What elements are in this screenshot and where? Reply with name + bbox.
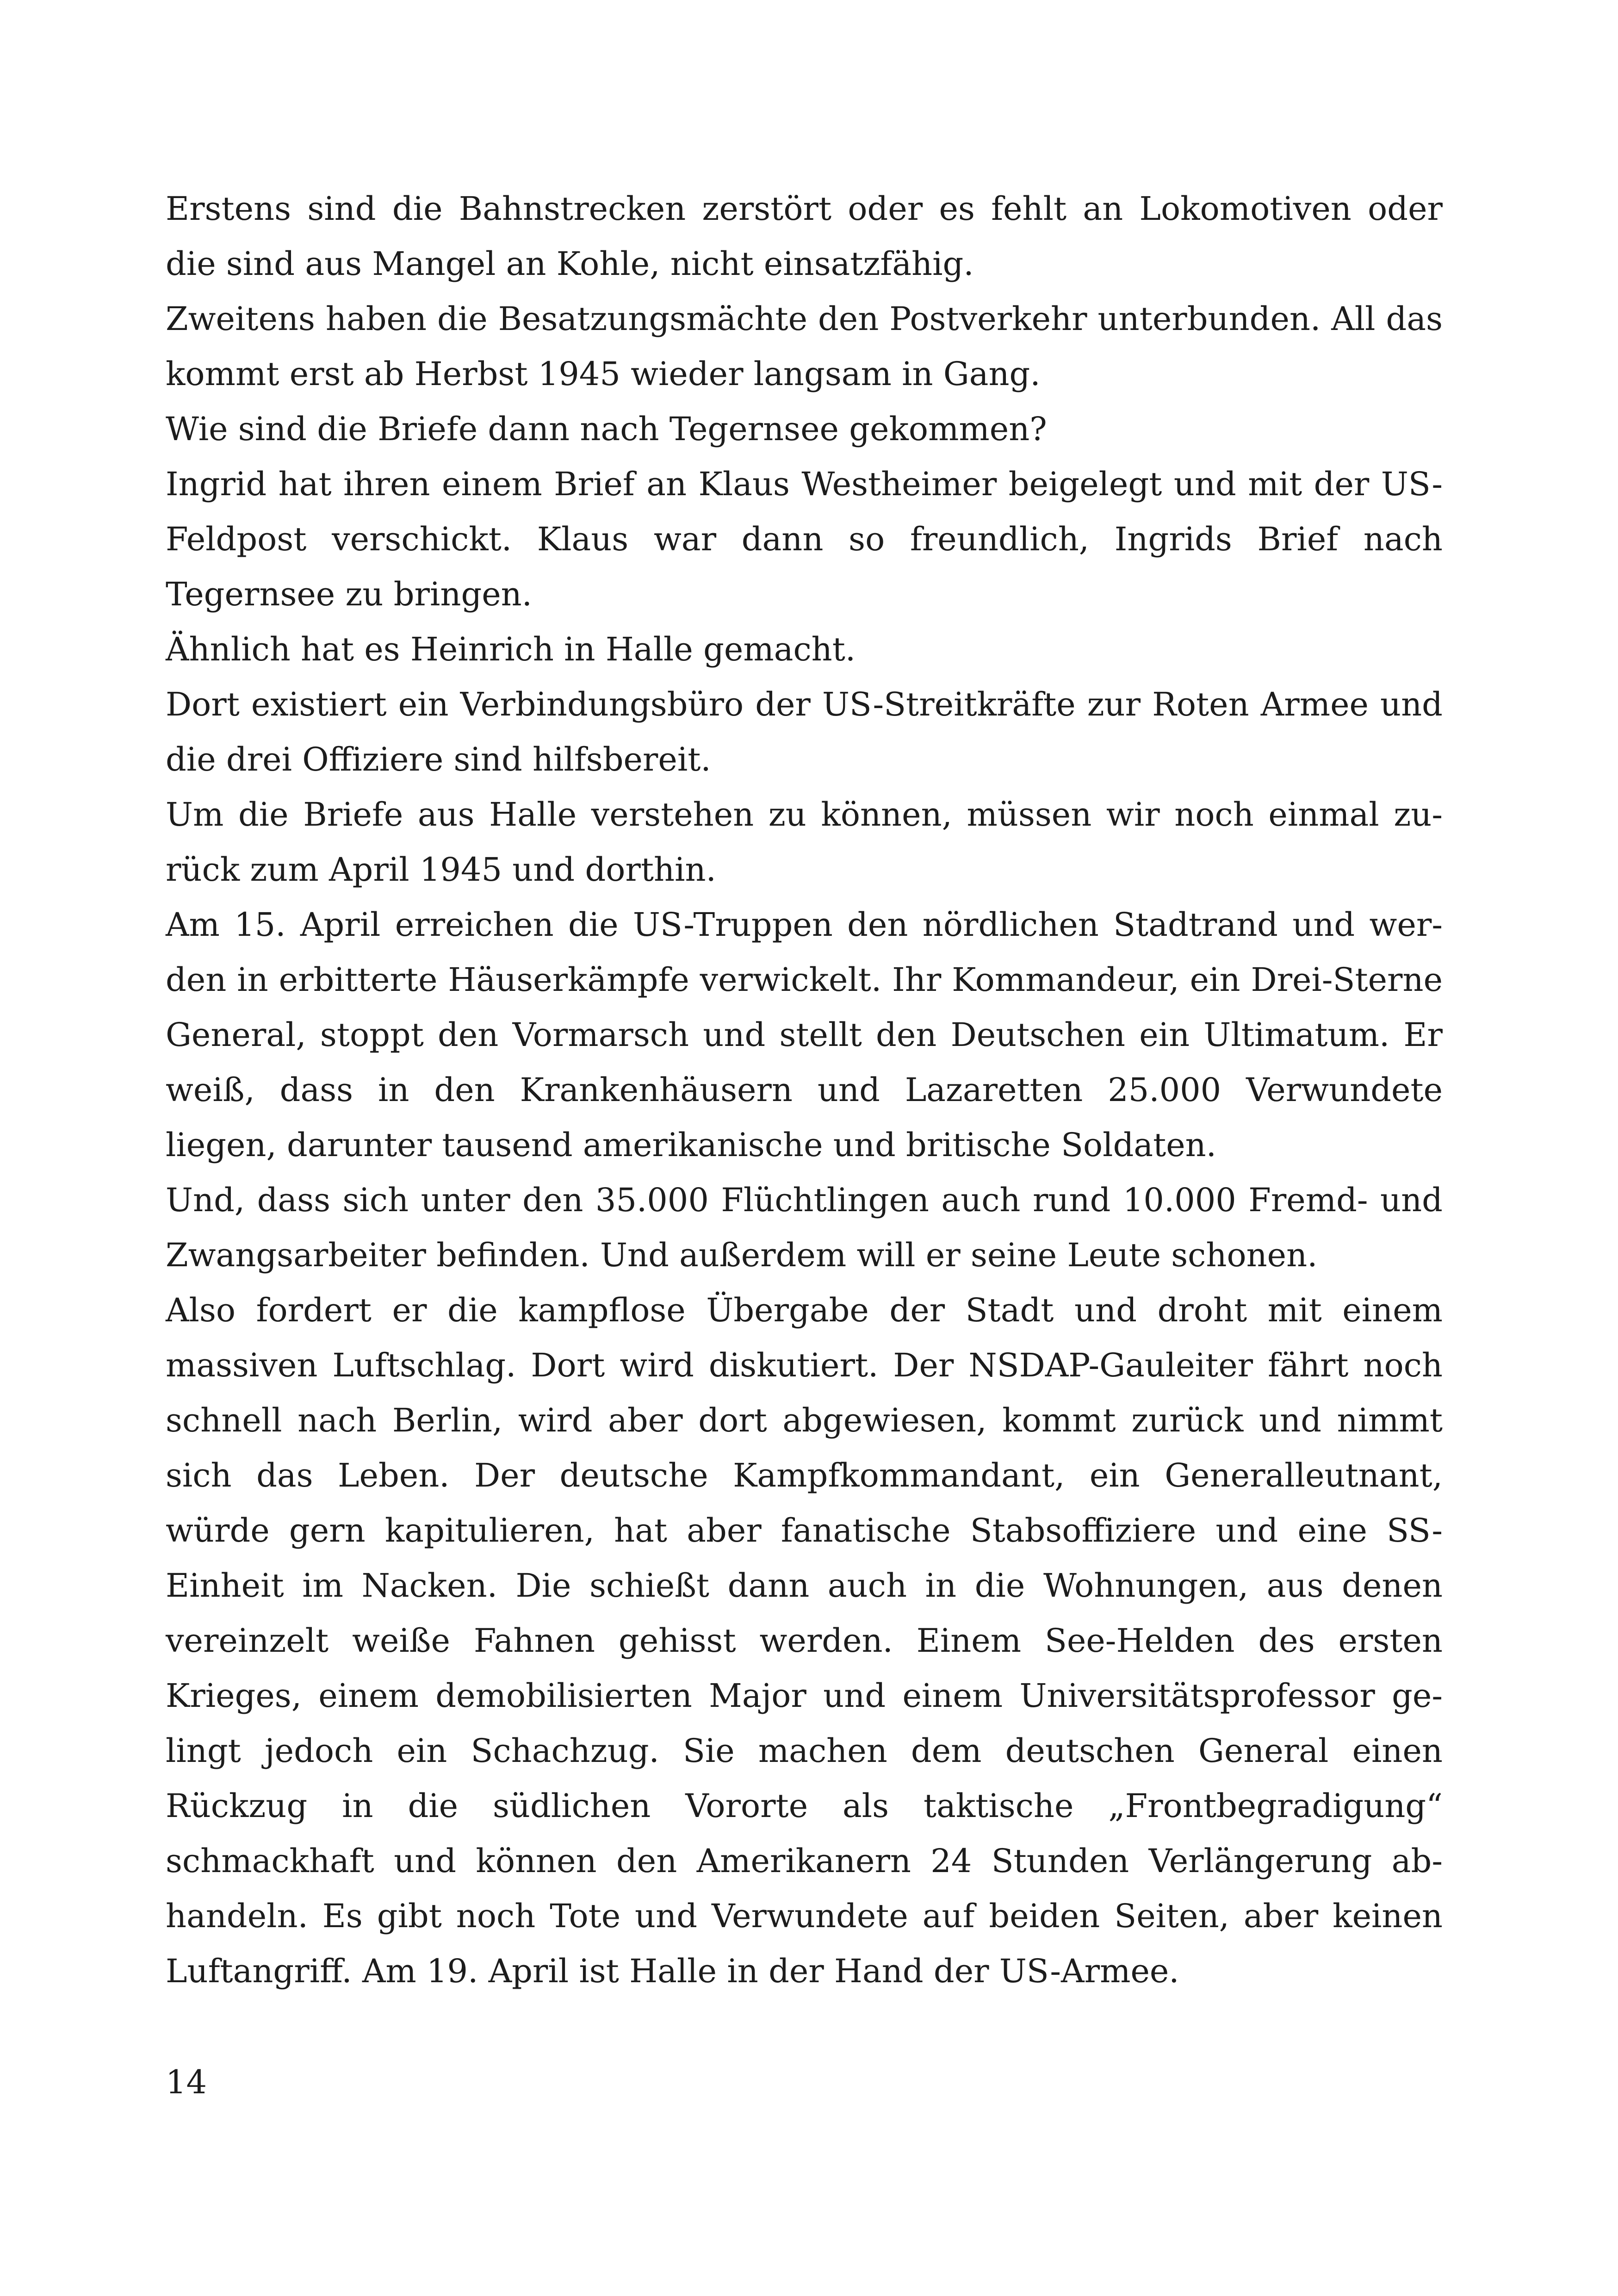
paragraph-6: Dort existiert ein Verbindungsbüro der US-Streitkräfte zur Roten Armee und die drei Offiziere sind hilfsbereit. — [166, 685, 1443, 778]
paragraph-9: Und, dass sich unter den 35.000 Flüchtlingen auch rund 10.000 Fremd- und Zwangsarbeiter befinden. Und außerdem will er seine Leute schonen. — [166, 1181, 1443, 1274]
paragraph-1: Erstens sind die Bahnstrecken zerstört oder es fehlt an Lokomotiven oder die sind aus Mangel an Kohle, nicht einsatzfähig. — [166, 190, 1443, 283]
page-number: 14 — [166, 2063, 207, 2101]
paragraph-4: Ingrid hat ihren einem Brief an Klaus Westheimer beigelegt und mit der US-Feldpost verschickt. Klaus war dann so freundlich, Ingrids Brief nach Tegernsee zu bringen. — [166, 465, 1443, 613]
paragraph-10: Also fordert er die kampflose Übergabe der Stadt und droht mit einem massiven Luftschlag. Dort wird diskutiert. Der NSDAP-Gauleiter fährt noch schnell nach Berlin, wird aber dort abgewiesen, kommt zurück und nimmt sich das Leben. Der deutsche Kampfkommandant, ein Generalleutnant, würde gern kapitulieren, hat aber fanatische Stabsoffiziere und eine SS-Einheit im Nacken. Die schießt dann auch in die Wohnungen, aus denen vereinzelt weiße Fahnen gehisst werden. Einem See-Helden des ersten Krieges, einem demobilisierten Major und einem Universitätsprofessor gelingt jedoch ein Schachzug. Sie machen dem deutschen General einen Rückzug in die südlichen Vororte als taktische „Frontbegradigung“ schmackhaft und können den Amerikanern 24 Stunden Verlängerung abhandeln. Es gibt noch Tote und Verwundete auf beiden Seiten, aber keinen Luftangriff. Am 19. April ist Halle in der Hand der US-Armee. — [166, 1291, 1443, 1990]
paragraph-2: Zweitens haben die Besatzungsmächte den Postverkehr unterbunden. All das kommt erst ab Herbst 1945 wieder langsam in Gang. — [166, 300, 1443, 393]
paragraph-5: Ähnlich hat es Heinrich in Halle gemacht. — [166, 630, 856, 668]
paragraph-7: Um die Briefe aus Halle verstehen zu können, müssen wir noch einmal zurück zum April 1945 und dorthin. — [166, 796, 1443, 889]
body-text — [166, 181, 1443, 1999]
paragraph-8: Am 15. April erreichen die US-Truppen den nördlichen Stadtrand und werden in erbitterte Häuserkämpfe verwickelt. Ihr Kommandeur, ein Drei-Sterne General, stoppt den Vormarsch und stellt den Deutschen ein Ultimatum. Er weiß, dass in den Krankenhäusern und Lazaretten 25.000 Verwundete liegen, darunter tausend amerikanische und britische Soldaten. — [166, 906, 1443, 1164]
paragraph-3: Wie sind die Briefe dann nach Tegernsee gekommen? — [166, 410, 1047, 448]
